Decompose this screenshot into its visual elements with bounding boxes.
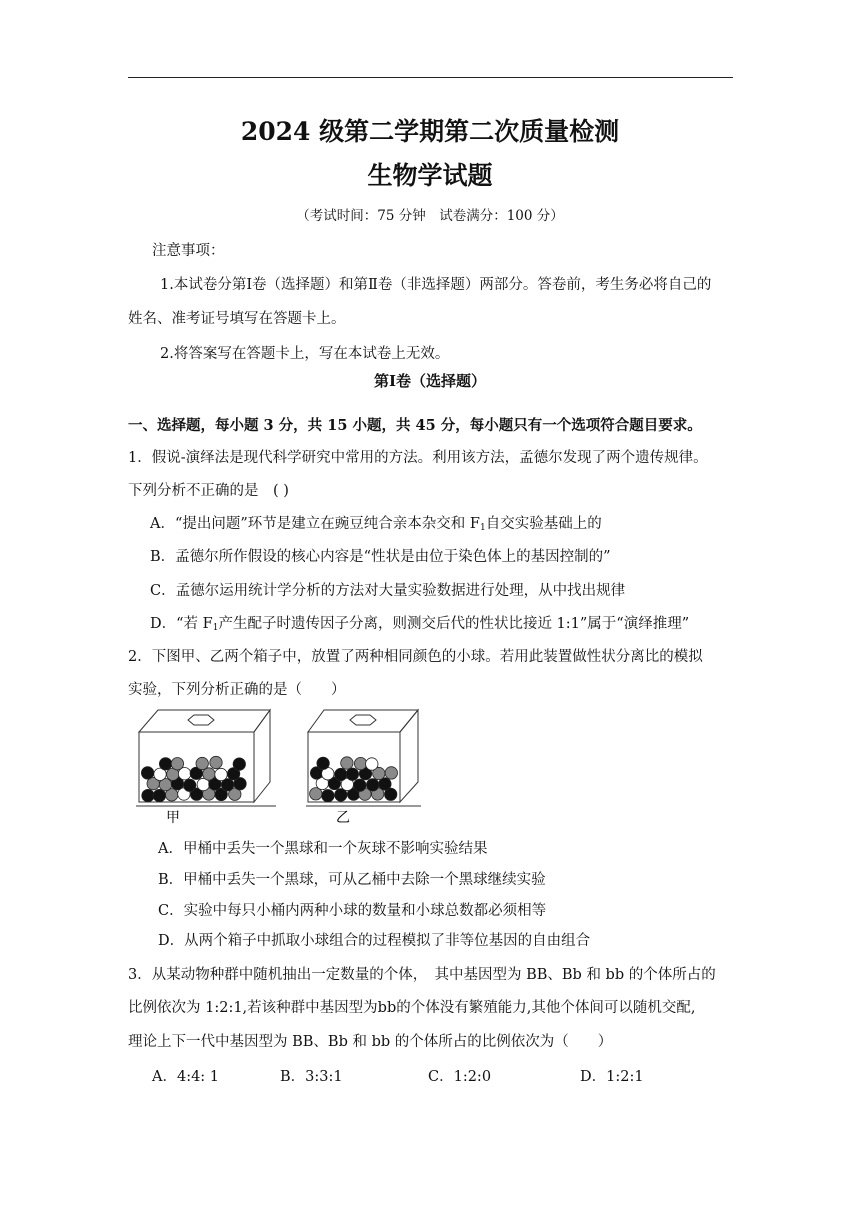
notes-heading: 注意事项： [152,243,225,259]
exam-info: （考试时间：75 分钟 试卷满分：100 分） [296,208,564,224]
q2-option-d: D．从两个箱子中抓取小球组合的过程模拟了非等位基因的自由组合 [158,933,591,949]
q2-option-b: B．甲桶中丢失一个黑球，可从乙桶中去除一个黑球继续实验 [158,872,546,888]
ball-box-figure [136,702,426,826]
q3-option-c: C．1:2:0 [428,1069,492,1085]
section-title: 第Ⅰ卷（选择题） [373,372,487,390]
ball [171,758,183,770]
q2-option-a: A．甲桶中丢失一个黑球和一个灰球不影响实验结果 [158,841,488,857]
ball [196,757,208,769]
ball [142,789,154,801]
note-item-1-line-1: 1.本试卷分第Ⅰ卷（选择题）和第Ⅱ卷（非选择题）两部分。答卷前，考生务必将自己的 [160,277,712,293]
balls-jia [141,756,246,802]
q2-option-c: C．实验中每只小桶内两种小球的数量和小球总数都必须相等 [158,903,547,919]
ball [153,789,165,801]
q1-option-b: B．孟德尔所作假设的核心内容是“性状是由位于染色体上的基因控制的” [150,549,611,565]
q3-stem-line-1: 3．从某动物种群中随机抽出一定数量的个体， 其中基因型为 BB、Bb 和 bb 的个体所占的 [128,967,716,983]
top-rule [128,77,733,78]
ball [210,756,222,768]
q1-stem-line-2: 下列分析不正确的是 ( ) [128,483,289,499]
q1-option-d: D．“若 $F_1$产生配子时遗传因子分离，则测交后代的性状比接近 1:1”属于“演绎推理” [150,616,690,633]
q3-stem-line-3: 理论上下一代中基因型为 BB、Bb 和 bb 的个体所占的比例依次为（ ） [128,1034,613,1050]
q3-option-b: B．3:3:1 [280,1069,343,1085]
ball [141,767,153,779]
ball [317,757,329,769]
q3-option-d: D．1:2:1 [580,1069,644,1085]
ball [184,779,196,791]
subject-title: 生物学试题 [367,161,493,190]
note-item-2: 2.将答案写在答题卡上，写在本试卷上无效。 [160,346,450,362]
q2-stem-line-1: 2．下图甲、乙两个箱子中，放置了两种相同颜色的小球。若用此装置做性状分离比的模拟 [128,649,703,665]
label-yi: 乙 [336,810,350,826]
ball [341,757,353,769]
ball [346,768,358,780]
q1-stem-line-1: 1．假说-演绎法是现代科学研究中常用的方法。利用该方法，孟德尔发现了两个遗传规律。 [128,450,708,466]
ball [367,779,379,791]
balls-yi [310,757,398,802]
ball [159,758,171,770]
note-item-1-line-2: 姓名、准考证号填写在答题卡上。 [128,311,346,327]
q1-option-c: C．孟德尔运用统计学分析的方法对大量实验数据进行处理，从中找出规律 [150,583,626,599]
exam-title: 2024 级第二学期第二次质量检测 [240,117,620,146]
ball [354,757,366,769]
ball [215,768,227,780]
label-jia: 甲 [166,810,180,826]
ball [322,790,334,802]
ball [385,767,397,779]
q3-option-a: A．4:4: 1 [152,1069,220,1085]
ball [366,758,378,770]
q2-stem-line-2: 实验，下列分析正确的是（ ） [128,682,346,698]
ball-box-illustration [136,702,426,826]
section-instruction: 一、选择题，每小题 3 分，共 15 小题，共 45 分，每小题只有一个选项符合题目要求。 [128,417,702,434]
q1-option-a: A．“提出问题”环节是建立在豌豆纯合亲本杂交和 $F_1$自交实验基础上的 [150,516,602,533]
q3-options-row [152,1065,672,1087]
q3-stem-line-2: 比例依次为 1:2:1,若该种群中基因型为bb的个体没有繁殖能力,其他个体间可以随机交配, [128,1000,696,1016]
ball [233,758,245,770]
ball [335,768,347,780]
ball [354,779,366,791]
